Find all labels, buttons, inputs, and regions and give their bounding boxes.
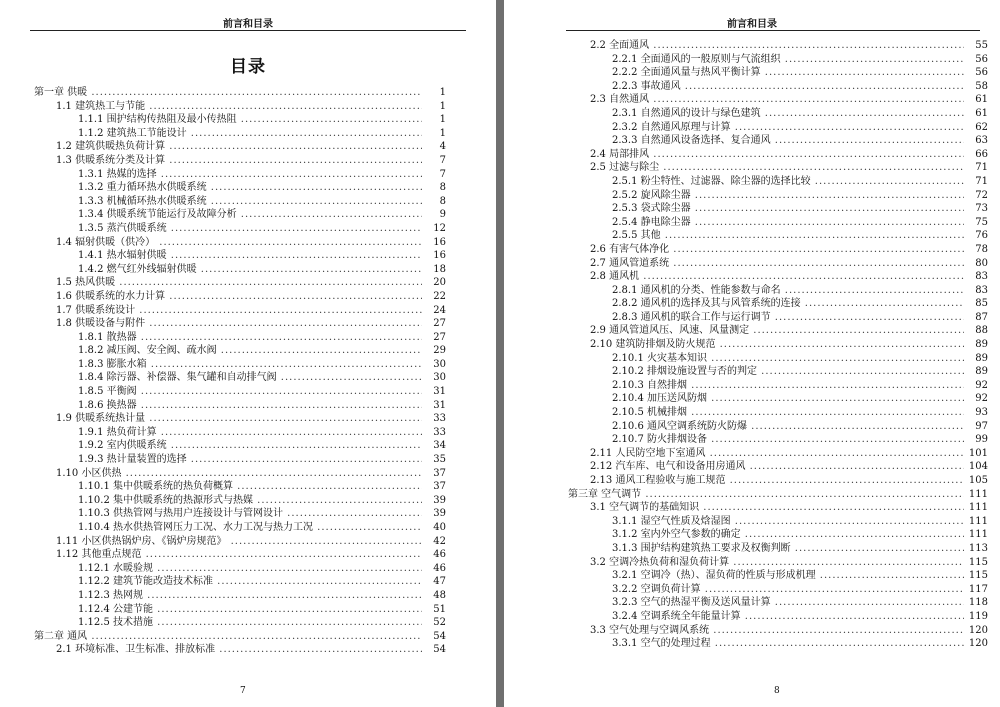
toc-entry-title: 第一章 供暖 ..... <box>34 86 422 100</box>
toc-entry[interactable] <box>34 154 446 168</box>
toc-entry[interactable] <box>568 379 988 393</box>
toc-entry-title: 1.11 小区供热锅炉房、《锅炉房规范》 ..... <box>56 535 422 549</box>
toc-entry[interactable] <box>568 556 988 570</box>
toc-entry-page: 24 <box>433 304 446 316</box>
page-number: 8 <box>774 686 780 696</box>
toc-entry-page: 117 <box>968 583 988 595</box>
toc-entry[interactable] <box>568 447 988 461</box>
toc-entry-page: 80 <box>975 257 988 269</box>
toc-entry[interactable] <box>34 100 446 114</box>
toc-entry-title: 1.10.4 热水供热管网压力工况、水力工况与热力工况 ..... <box>78 521 422 535</box>
toc-entry-page: 101 <box>968 447 988 459</box>
toc-entry-page: 55 <box>975 40 988 51</box>
toc-entry-title: 2.1 环境标准、卫生标准、排放标准 ..... <box>56 643 422 657</box>
toc-entry[interactable] <box>568 148 988 162</box>
running-header: 前言和目录 <box>223 19 273 30</box>
toc-entry-title: 1.8.6 换热器 ..... <box>78 399 422 413</box>
toc-entry-page: 61 <box>975 107 988 119</box>
toc-entry-page: 120 <box>968 638 988 650</box>
toc-entry[interactable] <box>34 412 446 426</box>
toc-entry-title: 2.10 建筑防排烟及防火规范 ..... <box>590 338 964 352</box>
toc-entry-title: 2.3.3 自然通风设备选择、复合通风 ..... <box>612 134 964 148</box>
toc-entry-title: 3.1.1 湿空气性质及焓湿图 ..... <box>612 515 964 529</box>
toc-entry[interactable] <box>568 352 988 366</box>
toc-entry[interactable] <box>34 535 446 549</box>
toc-entry-title: 2.7 通风管道系统 ..... <box>590 257 964 271</box>
toc-entry[interactable] <box>568 161 988 175</box>
toc-entry-title: 1.12.5 技术措施 ..... <box>78 616 422 630</box>
toc-entry-page: 119 <box>968 610 988 622</box>
toc-entry[interactable] <box>34 589 446 603</box>
toc-entry-page: 104 <box>968 461 988 473</box>
toc-list-right <box>568 39 988 651</box>
toc-entry-page: 31 <box>433 399 446 411</box>
page-number: 7 <box>240 686 246 696</box>
toc-entry-title: 2.9 通风管道风压、风速、风量测定 ..... <box>590 324 964 338</box>
toc-entry[interactable] <box>34 304 446 318</box>
toc-entry[interactable] <box>568 433 988 447</box>
toc-entry-page: 54 <box>433 644 446 656</box>
toc-entry-page: 46 <box>433 549 446 561</box>
toc-entry[interactable] <box>34 276 446 290</box>
toc-entry[interactable] <box>34 643 446 657</box>
toc-entry-title: 2.11 人民防空地下室通风 ..... <box>590 447 964 461</box>
toc-entry-page: 73 <box>975 203 988 215</box>
toc-entry-page: 92 <box>975 379 988 391</box>
toc-entry-title: 3.2.4 空调系统全年能量计算 ..... <box>612 610 964 624</box>
toc-entry-page: 4 <box>439 141 446 153</box>
toc-entry-page: 39 <box>433 494 446 506</box>
toc-entry-page: 33 <box>433 426 446 438</box>
toc-entry[interactable] <box>568 66 988 80</box>
toc-entry-title: 1.1.1 围护结构传热阻及最小传热阻 ..... <box>78 113 422 127</box>
toc-entry-title: 3.1.3 围护结构建筑热工要求及权衡判断 ..... <box>612 542 964 556</box>
toc-entry[interactable] <box>568 311 988 325</box>
toc-entry-title: 1.3.1 热媒的选择 ..... <box>78 168 422 182</box>
toc-entry[interactable] <box>568 515 988 529</box>
toc-entry-page: 30 <box>433 358 446 370</box>
toc-entry-page: 37 <box>433 467 446 479</box>
toc-entry-page: 89 <box>975 352 988 364</box>
toc-entry[interactable] <box>568 474 988 488</box>
toc-entry-title: 1.12.2 建筑节能改造技术标准 ..... <box>78 575 422 589</box>
toc-entry-page: 83 <box>975 271 988 283</box>
toc-entry-page: 52 <box>433 617 446 629</box>
toc-entry[interactable] <box>568 175 988 189</box>
toc-entry-title: 2.8.1 通风机的分类、性能参数与命名 ..... <box>612 284 964 298</box>
toc-entry[interactable] <box>34 222 446 236</box>
toc-entry-page: 35 <box>433 454 446 466</box>
toc-entry[interactable] <box>34 168 446 182</box>
toc-entry[interactable] <box>568 392 988 406</box>
toc-entry-title: 1.1 建筑热工与节能 ..... <box>56 100 422 114</box>
toc-entry-page: 27 <box>433 318 446 330</box>
toc-entry-page: 30 <box>433 372 446 384</box>
toc-entry-title: 1.10 小区供热 ..... <box>56 467 422 481</box>
header-rule <box>566 30 980 31</box>
toc-entry-title: 2.10.4 加压送风防烟 ..... <box>612 392 964 406</box>
toc-entry-page: 20 <box>433 277 446 289</box>
toc-entry-title: 2.2.1 全面通风的一般原则与气流组织 ..... <box>612 53 964 67</box>
toc-entry[interactable] <box>34 385 446 399</box>
toc-entry[interactable] <box>568 39 988 53</box>
toc-entry[interactable] <box>568 229 988 243</box>
toc-entry-title: 2.5.4 静电除尘器 ..... <box>612 216 964 230</box>
toc-entry-page: 99 <box>975 434 988 446</box>
toc-entry-title: 1.8.3 膨胀水箱 ..... <box>78 358 422 372</box>
toc-entry-title: 1.12.1 水暖验规 ..... <box>78 562 422 576</box>
toc-entry-title: 3.3.1 空气的处理过程 ..... <box>612 637 964 651</box>
toc-entry-page: 72 <box>975 189 988 201</box>
toc-entry[interactable] <box>568 460 988 474</box>
toc-entry-title: 2.5 过滤与除尘 ..... <box>590 161 964 175</box>
toc-entry-title: 1.1.2 建筑热工节能设计 ..... <box>78 127 422 141</box>
toc-entry[interactable] <box>34 630 446 644</box>
toc-entry[interactable] <box>34 467 446 481</box>
toc-entry[interactable] <box>568 569 988 583</box>
toc-entry[interactable] <box>568 610 988 624</box>
toc-entry[interactable] <box>568 338 988 352</box>
toc-entry-title: 2.6 有害气体净化 ..... <box>590 243 964 257</box>
toc-entry[interactable] <box>34 127 446 141</box>
toc-entry-page: 33 <box>433 413 446 425</box>
toc-entry[interactable] <box>34 521 446 535</box>
toc-entry-title: 3.2 空调冷热负荷和湿负荷计算 ..... <box>590 556 964 570</box>
toc-entry-title: 第三章 空气调节 ..... <box>568 488 964 502</box>
toc-entry-title: 3.2.3 空气的热湿平衡及送风量计算 ..... <box>612 596 964 610</box>
toc-entry-page: 8 <box>439 182 446 194</box>
toc-entry-title: 1.3.4 供暖系统节能运行及故障分析 ..... <box>78 208 422 222</box>
toc-entry-page: 63 <box>975 135 988 147</box>
toc-entry-page: 7 <box>439 154 446 166</box>
toc-entry-title: 1.9.1 热负荷计算 ..... <box>78 426 422 440</box>
toc-entry[interactable] <box>568 189 988 203</box>
toc-entry-title: 2.13 通风工程验收与施工规范 ..... <box>590 474 964 488</box>
toc-entry-page: 1 <box>439 127 446 139</box>
toc-entry-page: 31 <box>433 386 446 398</box>
toc-entry-page: 120 <box>968 624 988 636</box>
toc-entry[interactable] <box>34 507 446 521</box>
toc-entry-title: 2.3.1 自然通风的设计与绿色建筑 ..... <box>612 107 964 121</box>
toc-entry[interactable] <box>34 494 446 508</box>
toc-entry-title: 1.8.1 散热器 ..... <box>78 331 422 345</box>
toc-entry-title: 3.2.2 空调负荷计算 ..... <box>612 583 964 597</box>
toc-entry[interactable] <box>34 439 446 453</box>
toc-entry-title: 2.8.2 通风机的选择及其与风管系统的连接 ..... <box>612 297 964 311</box>
toc-entry-page: 89 <box>975 339 988 351</box>
toc-entry-page: 76 <box>975 230 988 242</box>
toc-entry-page: 48 <box>433 589 446 601</box>
toc-entry-title: 2.4 局部排风 ..... <box>590 148 964 162</box>
toc-entry[interactable] <box>568 637 988 651</box>
toc-entry-page: 83 <box>975 284 988 296</box>
toc-entry-title: 1.3 供暖系统分类及计算 ..... <box>56 154 422 168</box>
toc-entry-title: 1.8 供暖设备与附件 ..... <box>56 317 422 331</box>
toc-entry-title: 2.8.3 通风机的联合工作与运行调节 ..... <box>612 311 964 325</box>
toc-entry-title: 1.7 供暖系统设计 ..... <box>56 304 422 318</box>
toc-entry-page: 89 <box>975 366 988 378</box>
toc-entry-page: 37 <box>433 481 446 493</box>
toc-entry[interactable] <box>568 406 988 420</box>
toc-entry-title: 2.10.7 防火排烟设备 ..... <box>612 433 964 447</box>
toc-entry[interactable] <box>34 358 446 372</box>
toc-entry-title: 2.10.3 自然排烟 ..... <box>612 379 964 393</box>
toc-title: 目录 <box>230 57 266 77</box>
header-rule <box>30 30 466 31</box>
toc-entry[interactable] <box>34 616 446 630</box>
toc-entry[interactable] <box>568 270 988 284</box>
toc-entry[interactable] <box>568 93 988 107</box>
toc-entry-page: 22 <box>433 290 446 302</box>
toc-entry-title: 1.8.5 平衡阀 ..... <box>78 385 422 399</box>
toc-entry-page: 34 <box>433 440 446 452</box>
toc-entry[interactable] <box>34 181 446 195</box>
toc-entry-title: 1.10.2 集中供暖系统的热源形式与热媒 ..... <box>78 494 422 508</box>
toc-entry[interactable] <box>34 603 446 617</box>
toc-entry-title: 1.3.3 机械循环热水供暖系统 ..... <box>78 195 422 209</box>
toc-entry-title: 1.10.1 集中供暖系统的热负荷概算 ..... <box>78 480 422 494</box>
toc-entry[interactable] <box>568 365 988 379</box>
toc-entry[interactable] <box>34 575 446 589</box>
toc-entry-page: 54 <box>433 630 446 642</box>
toc-entry[interactable] <box>34 371 446 385</box>
toc-entry[interactable] <box>568 80 988 94</box>
toc-entry-title: 3.2.1 空调冷（热）、湿负荷的性质与形成机理 ..... <box>612 569 964 583</box>
toc-entry-page: 1 <box>439 100 446 112</box>
toc-entry-page: 85 <box>975 298 988 310</box>
toc-entry-page: 111 <box>968 529 988 541</box>
toc-entry-page: 92 <box>975 393 988 405</box>
toc-entry-page: 87 <box>975 311 988 323</box>
toc-entry-page: 51 <box>433 603 446 615</box>
toc-entry[interactable] <box>568 121 988 135</box>
toc-entry-page: 75 <box>975 216 988 228</box>
toc-entry[interactable] <box>568 583 988 597</box>
toc-entry-title: 2.10.2 排烟设施设置与否的判定 ..... <box>612 365 964 379</box>
toc-entry-title: 2.5.1 粉尘特性、过滤器、除尘器的选择比较 ..... <box>612 175 964 189</box>
toc-entry-page: 115 <box>968 556 988 568</box>
toc-entry[interactable] <box>34 86 446 100</box>
toc-entry-title: 1.12 其他重点规范 ..... <box>56 548 422 562</box>
toc-entry-title: 1.9.3 热计量装置的选择 ..... <box>78 453 422 467</box>
toc-entry-title: 1.3.5 蒸汽供暖系统 ..... <box>78 222 422 236</box>
toc-entry-page: 88 <box>975 325 988 337</box>
toc-entry[interactable] <box>34 317 446 331</box>
toc-entry-title: 2.3 自然通风 ..... <box>590 93 964 107</box>
toc-entry[interactable] <box>34 290 446 304</box>
toc-entry-title: 2.5.3 袋式除尘器 ..... <box>612 202 964 216</box>
toc-entry-title: 1.12.4 公建节能 ..... <box>78 603 422 617</box>
toc-entry-page: 39 <box>433 508 446 520</box>
toc-entry-page: 105 <box>968 475 988 486</box>
toc-entry[interactable] <box>568 53 988 67</box>
toc-entry-page: 27 <box>433 331 446 343</box>
toc-entry-page: 111 <box>968 502 988 514</box>
toc-entry-title: 1.6 供暖系统的水力计算 ..... <box>56 290 422 304</box>
toc-entry-page: 1 <box>439 114 446 126</box>
toc-entry-page: 61 <box>975 94 988 106</box>
toc-entry-page: 118 <box>968 597 988 609</box>
toc-entry-title: 1.4.2 燃气红外线辐射供暖 ..... <box>78 263 422 277</box>
toc-entry-page: 113 <box>968 542 988 554</box>
toc-entry[interactable] <box>34 263 446 277</box>
toc-entry-page: 1 <box>439 87 446 98</box>
toc-entry-page: 18 <box>433 263 446 275</box>
toc-entry[interactable] <box>34 562 446 576</box>
toc-list-left <box>34 86 446 657</box>
toc-entry-page: 12 <box>433 222 446 234</box>
page-right <box>504 0 1000 707</box>
toc-entry-title: 3.1 空气调节的基础知识 ..... <box>590 501 964 515</box>
toc-entry-page: 16 <box>433 250 446 262</box>
toc-entry[interactable] <box>34 208 446 222</box>
toc-entry-title: 1.9.2 室内供暖系统 ..... <box>78 439 422 453</box>
toc-entry[interactable] <box>568 624 988 638</box>
toc-entry-page: 66 <box>975 148 988 160</box>
toc-entry-title: 1.3.2 重力循环热水供暖系统 ..... <box>78 181 422 195</box>
toc-entry[interactable] <box>568 284 988 298</box>
toc-entry-page: 7 <box>439 168 446 180</box>
toc-entry-title: 1.8.4 除污器、补偿器、集气罐和自动排气阀 ..... <box>78 371 422 385</box>
toc-entry-page: 111 <box>968 488 988 500</box>
toc-entry[interactable] <box>34 453 446 467</box>
toc-entry[interactable] <box>568 257 988 271</box>
toc-entry-title: 2.5.2 旋风除尘器 ..... <box>612 189 964 203</box>
toc-entry-title: 2.3.2 自然通风原理与计算 ..... <box>612 121 964 135</box>
toc-entry[interactable] <box>34 480 446 494</box>
toc-entry[interactable] <box>34 399 446 413</box>
toc-entry-title: 1.2 建筑供暖热负荷计算 ..... <box>56 140 422 154</box>
toc-entry[interactable] <box>568 243 988 257</box>
toc-entry[interactable] <box>568 420 988 434</box>
toc-entry[interactable] <box>568 134 988 148</box>
toc-entry[interactable] <box>568 542 988 556</box>
toc-entry-title: 2.10.1 火灾基本知识 ..... <box>612 352 964 366</box>
toc-entry-title: 1.5 热风供暖 ..... <box>56 276 422 290</box>
toc-entry-title: 2.2.2 全面通风量与热风平衡计算 ..... <box>612 66 964 80</box>
toc-entry-title: 2.12 汽车库、电气和设备用房通风 ..... <box>590 460 964 474</box>
toc-entry-page: 9 <box>439 209 446 221</box>
toc-entry[interactable] <box>34 426 446 440</box>
toc-entry-title: 3.3 空气处理与空调风系统 ..... <box>590 624 964 638</box>
toc-entry-page: 115 <box>968 570 988 582</box>
toc-entry[interactable] <box>568 202 988 216</box>
toc-entry-title: 2.10.5 机械排烟 ..... <box>612 406 964 420</box>
toc-entry-title: 2.8 通风机 ..... <box>590 270 964 284</box>
toc-entry-title: 1.4 辐射供暖（供冷） ..... <box>56 236 422 250</box>
toc-entry[interactable] <box>568 216 988 230</box>
toc-entry-page: 62 <box>975 121 988 133</box>
toc-entry-title: 第二章 通风 ..... <box>34 630 422 644</box>
toc-entry[interactable] <box>568 324 988 338</box>
toc-entry[interactable] <box>34 236 446 250</box>
toc-entry-page: 78 <box>975 243 988 255</box>
page-left <box>0 0 496 707</box>
toc-entry-page: 47 <box>433 576 446 588</box>
toc-entry[interactable] <box>34 249 446 263</box>
toc-entry-title: 3.1.2 室内外空气参数的确定 ..... <box>612 528 964 542</box>
toc-entry-title: 1.12.3 热网规 ..... <box>78 589 422 603</box>
toc-entry[interactable] <box>568 107 988 121</box>
toc-entry-title: 1.9 供暖系统热计量 ..... <box>56 412 422 426</box>
toc-entry-page: 111 <box>968 515 988 527</box>
toc-entry[interactable] <box>568 528 988 542</box>
toc-entry-page: 42 <box>433 535 446 547</box>
toc-entry[interactable] <box>34 113 446 127</box>
toc-entry-page: 29 <box>433 345 446 357</box>
toc-entry-page: 97 <box>975 420 988 432</box>
toc-entry[interactable] <box>568 596 988 610</box>
toc-entry-page: 8 <box>439 195 446 207</box>
toc-entry-title: 2.2 全面通风 ..... <box>590 39 964 53</box>
toc-entry-page: 16 <box>433 236 446 248</box>
toc-entry-page: 71 <box>975 175 988 187</box>
toc-entry-title: 2.5.5 其他 ..... <box>612 229 964 243</box>
running-header: 前言和目录 <box>727 19 777 30</box>
toc-entry[interactable] <box>34 331 446 345</box>
toc-entry-page: 56 <box>975 53 988 65</box>
toc-entry-page: 58 <box>975 80 988 92</box>
toc-entry-title: 1.4.1 热水辐射供暖 ..... <box>78 249 422 263</box>
toc-entry[interactable] <box>34 548 446 562</box>
toc-entry-title: 1.8.2 减压阀、安全阀、疏水阀 ..... <box>78 344 422 358</box>
toc-entry-page: 40 <box>433 522 446 533</box>
toc-entry-page: 93 <box>975 407 988 419</box>
toc-entry[interactable] <box>34 140 446 154</box>
toc-entry-title: 2.2.3 事故通风 ..... <box>612 80 964 94</box>
toc-entry[interactable] <box>568 297 988 311</box>
toc-entry-title: 2.10.6 通风空调系统防火防爆 ..... <box>612 420 964 434</box>
toc-entry[interactable] <box>34 195 446 209</box>
toc-entry[interactable] <box>568 501 988 515</box>
toc-entry-page: 71 <box>975 162 988 174</box>
toc-entry-title: 1.10.3 供热管网与热用户连接设计与管网设计 ..... <box>78 507 422 521</box>
toc-entry-page: 56 <box>975 67 988 79</box>
toc-entry-page: 46 <box>433 562 446 574</box>
toc-entry[interactable] <box>568 488 988 502</box>
toc-entry[interactable] <box>34 344 446 358</box>
